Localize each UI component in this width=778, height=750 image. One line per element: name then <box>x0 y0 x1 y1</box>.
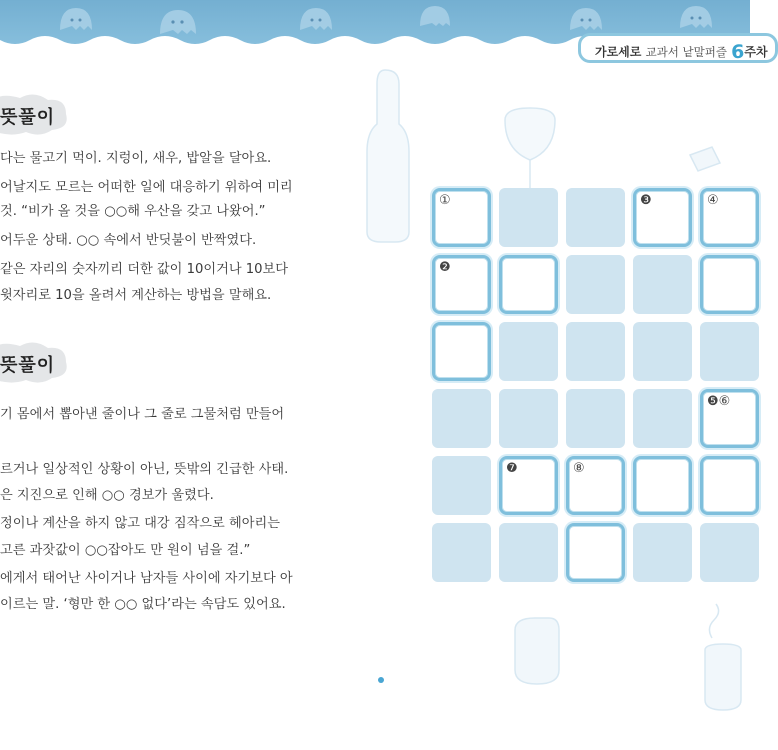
puzzle-answer-cell[interactable] <box>432 322 491 381</box>
clue-line: 같은 자리의 숫자끼리 더한 값이 10이거나 10보다 <box>0 262 289 277</box>
section-heading-across <box>0 94 70 134</box>
puzzle-blank-cell <box>633 322 692 381</box>
section-heading-down <box>0 342 70 382</box>
crossword-grid <box>432 188 762 588</box>
puzzle-blank-cell <box>633 389 692 448</box>
puzzle-blank-cell <box>499 389 558 448</box>
puzzle-blank-cell <box>566 389 625 448</box>
page-title-label <box>578 33 778 63</box>
puzzle-blank-cell <box>566 322 625 381</box>
puzzle-answer-cell[interactable] <box>566 523 625 582</box>
puzzle-answer-cell[interactable] <box>499 255 558 314</box>
section-heading-text: 뜻풀이 <box>0 355 56 376</box>
puzzle-blank-cell <box>432 523 491 582</box>
section-heading-text: 뜻풀이 <box>0 107 56 128</box>
page-dot <box>378 677 384 683</box>
puzzle-answer-cell[interactable] <box>700 389 759 448</box>
week-unit: 주차 <box>744 45 768 59</box>
clue-line: 윗자리로 10을 올려서 계산하는 방법을 말해요. <box>0 288 272 303</box>
puzzle-blank-cell <box>499 322 558 381</box>
clue-line: 고른 과잣값이 ○○잡아도 만 원이 넘을 걸.” <box>0 543 251 558</box>
puzzle-blank-cell <box>499 523 558 582</box>
clue-line: 이르는 말. ‘형만 한 ○○ 없다’라는 속담도 있어요. <box>0 597 286 612</box>
clue-number: ❸ <box>640 193 652 208</box>
puzzle-blank-cell <box>432 456 491 515</box>
puzzle-answer-cell[interactable] <box>566 456 625 515</box>
puzzle-answer-cell[interactable] <box>499 456 558 515</box>
puzzle-blank-cell <box>700 523 759 582</box>
puzzle-blank-cell <box>432 389 491 448</box>
title-bold: 가로세로 <box>595 45 642 59</box>
puzzle-answer-cell[interactable] <box>633 188 692 247</box>
clue-line: 정이나 계산을 하지 않고 대강 짐작으로 헤아리는 <box>0 516 280 531</box>
puzzle-answer-cell[interactable] <box>700 188 759 247</box>
puzzle-answer-cell[interactable] <box>700 456 759 515</box>
clue-number: ④ <box>707 193 719 208</box>
puzzle-blank-cell <box>633 255 692 314</box>
puzzle-blank-cell <box>499 188 558 247</box>
clue-line: 르거나 일상적인 상황이 아닌, 뜻밖의 긴급한 사태. <box>0 462 289 477</box>
clue-line: 에게서 태어난 사이거나 남자들 사이에 자기보다 아 <box>0 571 293 586</box>
clue-number: ① <box>439 193 451 208</box>
puzzle-blank-cell <box>566 188 625 247</box>
puzzle-answer-cell[interactable] <box>700 255 759 314</box>
puzzle-blank-cell <box>700 322 759 381</box>
clue-number: ❺⑥ <box>707 394 731 409</box>
clue-number: ❼ <box>506 461 518 476</box>
puzzle-answer-cell[interactable] <box>432 188 491 247</box>
puzzle-blank-cell <box>566 255 625 314</box>
week-number: 6 <box>731 41 745 63</box>
clue-line: 것. “비가 올 것을 ○○해 우산을 갖고 나왔어.” <box>0 204 266 219</box>
clue-line: 다는 물고기 먹이. 지렁이, 새우, 밥알을 달아요. <box>0 151 272 166</box>
puzzle-answer-cell[interactable] <box>633 456 692 515</box>
clue-line: 어날지도 모르는 어떠한 일에 대응하기 위하여 미리 <box>0 180 293 195</box>
clue-number: ⑧ <box>573 461 585 476</box>
clue-line: 어두운 상태. ○○ 속에서 반딧불이 반짝였다. <box>0 233 257 248</box>
title-sub: 교과서 낱말퍼즐 <box>645 45 727 59</box>
clue-number: ❷ <box>439 260 451 275</box>
clue-line: 기 몸에서 뽑아낸 줄이나 그 줄로 그물처럼 만들어 <box>0 407 285 422</box>
puzzle-answer-cell[interactable] <box>432 255 491 314</box>
puzzle-blank-cell <box>633 523 692 582</box>
clue-line: 은 지진으로 인해 ○○ 경보가 울렸다. <box>0 488 214 503</box>
